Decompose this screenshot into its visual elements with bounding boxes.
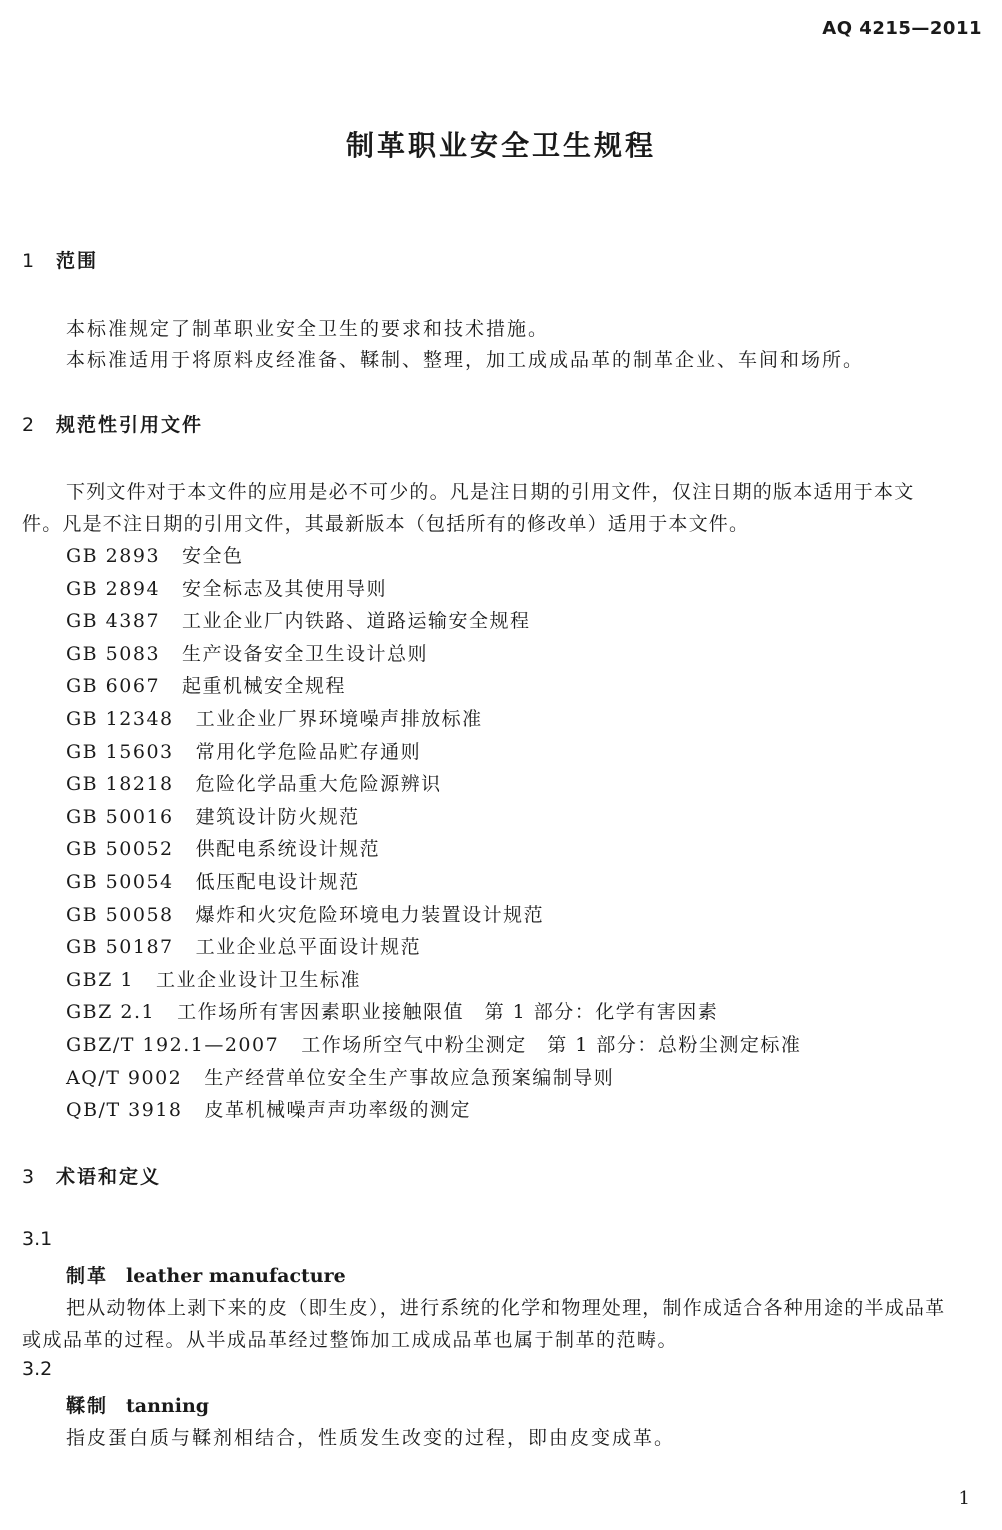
paragraph: 本标准适用于将原料皮经准备、鞣制、整理，加工成成品革的制革企业、车间和场所。 [66,349,865,371]
reference-item [66,867,360,894]
reference-title: 生产经营单位安全生产事故应急预案编制导则 [204,1067,615,1089]
reference-code: GB 50058 [66,904,174,926]
reference-title: 安全标志及其使用导则 [182,578,388,600]
paragraph: 本标准规定了制革职业安全卫生的要求和技术措施。 [66,318,550,340]
term-english: leather manufacture [126,1265,346,1287]
reference-title: 低压配电设计规范 [195,871,360,893]
paragraph: 件。凡是不注日期的引用文件，其最新版本（包括所有的修改单）适用于本文件。 [22,513,750,535]
term-heading [66,1261,346,1288]
reference-title: 危险化学品重大危险源辨识 [195,773,442,795]
section-number: 1 [22,250,37,272]
reference-item [66,834,380,861]
reference-title: 起重机械安全规程 [182,675,347,697]
reference-title: 工业企业总平面设计规范 [195,936,422,958]
reference-code: GBZ 1 [66,969,134,991]
section-title: 规范性引用文件 [56,414,204,436]
term-chinese: 鞣制 [66,1395,109,1417]
reference-code: GB 4387 [66,610,161,632]
reference-code: GB 50052 [66,838,174,860]
reference-title: 工业企业设计卫生标准 [155,969,361,991]
reference-title: 爆炸和火灾危险环境电力装置设计规范 [195,904,545,926]
reference-title: 工业企业厂内铁路、道路运输安全规程 [182,610,531,632]
reference-code: GBZ 2.1 [66,1001,156,1023]
reference-title: 常用化学危险品贮存通则 [195,741,422,763]
definition-text: 把从动物体上剥下来的皮（即生皮），进行系统的化学和物理处理，制作成适合各种用途的半成品革 [66,1297,946,1319]
term-chinese: 制革 [66,1265,109,1287]
standard-code: AQ 4215—2011 [822,18,982,39]
reference-title: 皮革机械噪声声功率级的测定 [204,1099,472,1121]
reference-title: 工业企业厂界环境噪声排放标准 [195,708,483,730]
term-heading [66,1391,209,1418]
section-number: 3 [22,1166,37,1188]
reference-code: GB 15603 [66,741,174,763]
reference-item [66,932,421,959]
reference-item [66,671,346,698]
reference-item [66,769,442,796]
reference-item [66,1030,801,1057]
reference-item [66,639,428,666]
definition-text: 或成品革的过程。从半成品革经过整饰加工成成品革也属于制革的范畴。 [22,1329,679,1351]
reference-item [66,997,718,1024]
page-title: 制革职业安全卫生规程 [345,129,656,162]
reference-item [66,900,544,927]
section-title: 范围 [56,250,99,272]
reference-title: 供配电系统设计规范 [195,838,381,860]
reference-code: GBZ/T 192.1—2007 [66,1034,280,1056]
reference-item [66,1095,471,1122]
reference-code: GB 2893 [66,545,161,567]
reference-title: 生产设备安全卫生设计总则 [182,643,429,665]
section-2-heading [22,410,203,437]
reference-code: GB 2894 [66,578,161,600]
reference-title: 工作场所空气中粉尘测定 第 1 部分：总粉尘测定标准 [301,1034,802,1056]
reference-code: GB 5083 [66,643,161,665]
paragraph: 下列文件对于本文件的应用是必不可少的。凡是注日期的引用文件，仅注日期的版本适用于本文 [66,481,915,503]
reference-code: GB 18218 [66,773,174,795]
reference-code: GB 6067 [66,675,161,697]
clause-number: 3.1 [22,1228,53,1250]
definition-text: 指皮蛋白质与鞣剂相结合，性质发生改变的过程，即由皮变成革。 [66,1427,676,1449]
clause-number: 3.2 [22,1358,53,1380]
reference-code: GB 50187 [66,936,174,958]
reference-code: QB/T 3918 [66,1099,183,1121]
reference-title: 建筑设计防火规范 [195,806,360,828]
reference-code: GB 50054 [66,871,174,893]
reference-item [66,606,531,633]
reference-item [66,574,387,601]
reference-title: 工作场所有害因素职业接触限值 第 1 部分：化学有害因素 [177,1001,719,1023]
term-english: tanning [126,1395,210,1417]
section-number: 2 [22,414,37,436]
reference-item [66,802,360,829]
page-number: 1 [958,1488,970,1509]
section-title: 术语和定义 [56,1166,162,1188]
reference-item [66,704,483,731]
reference-code: GB 12348 [66,708,174,730]
reference-title: 安全色 [182,545,244,567]
section-1-heading [22,246,98,273]
reference-item [66,737,421,764]
reference-code: GB 50016 [66,806,174,828]
section-3-heading [22,1162,161,1189]
reference-item [66,1063,614,1090]
reference-item [66,541,244,568]
reference-code: AQ/T 9002 [66,1067,183,1089]
reference-item [66,965,361,992]
